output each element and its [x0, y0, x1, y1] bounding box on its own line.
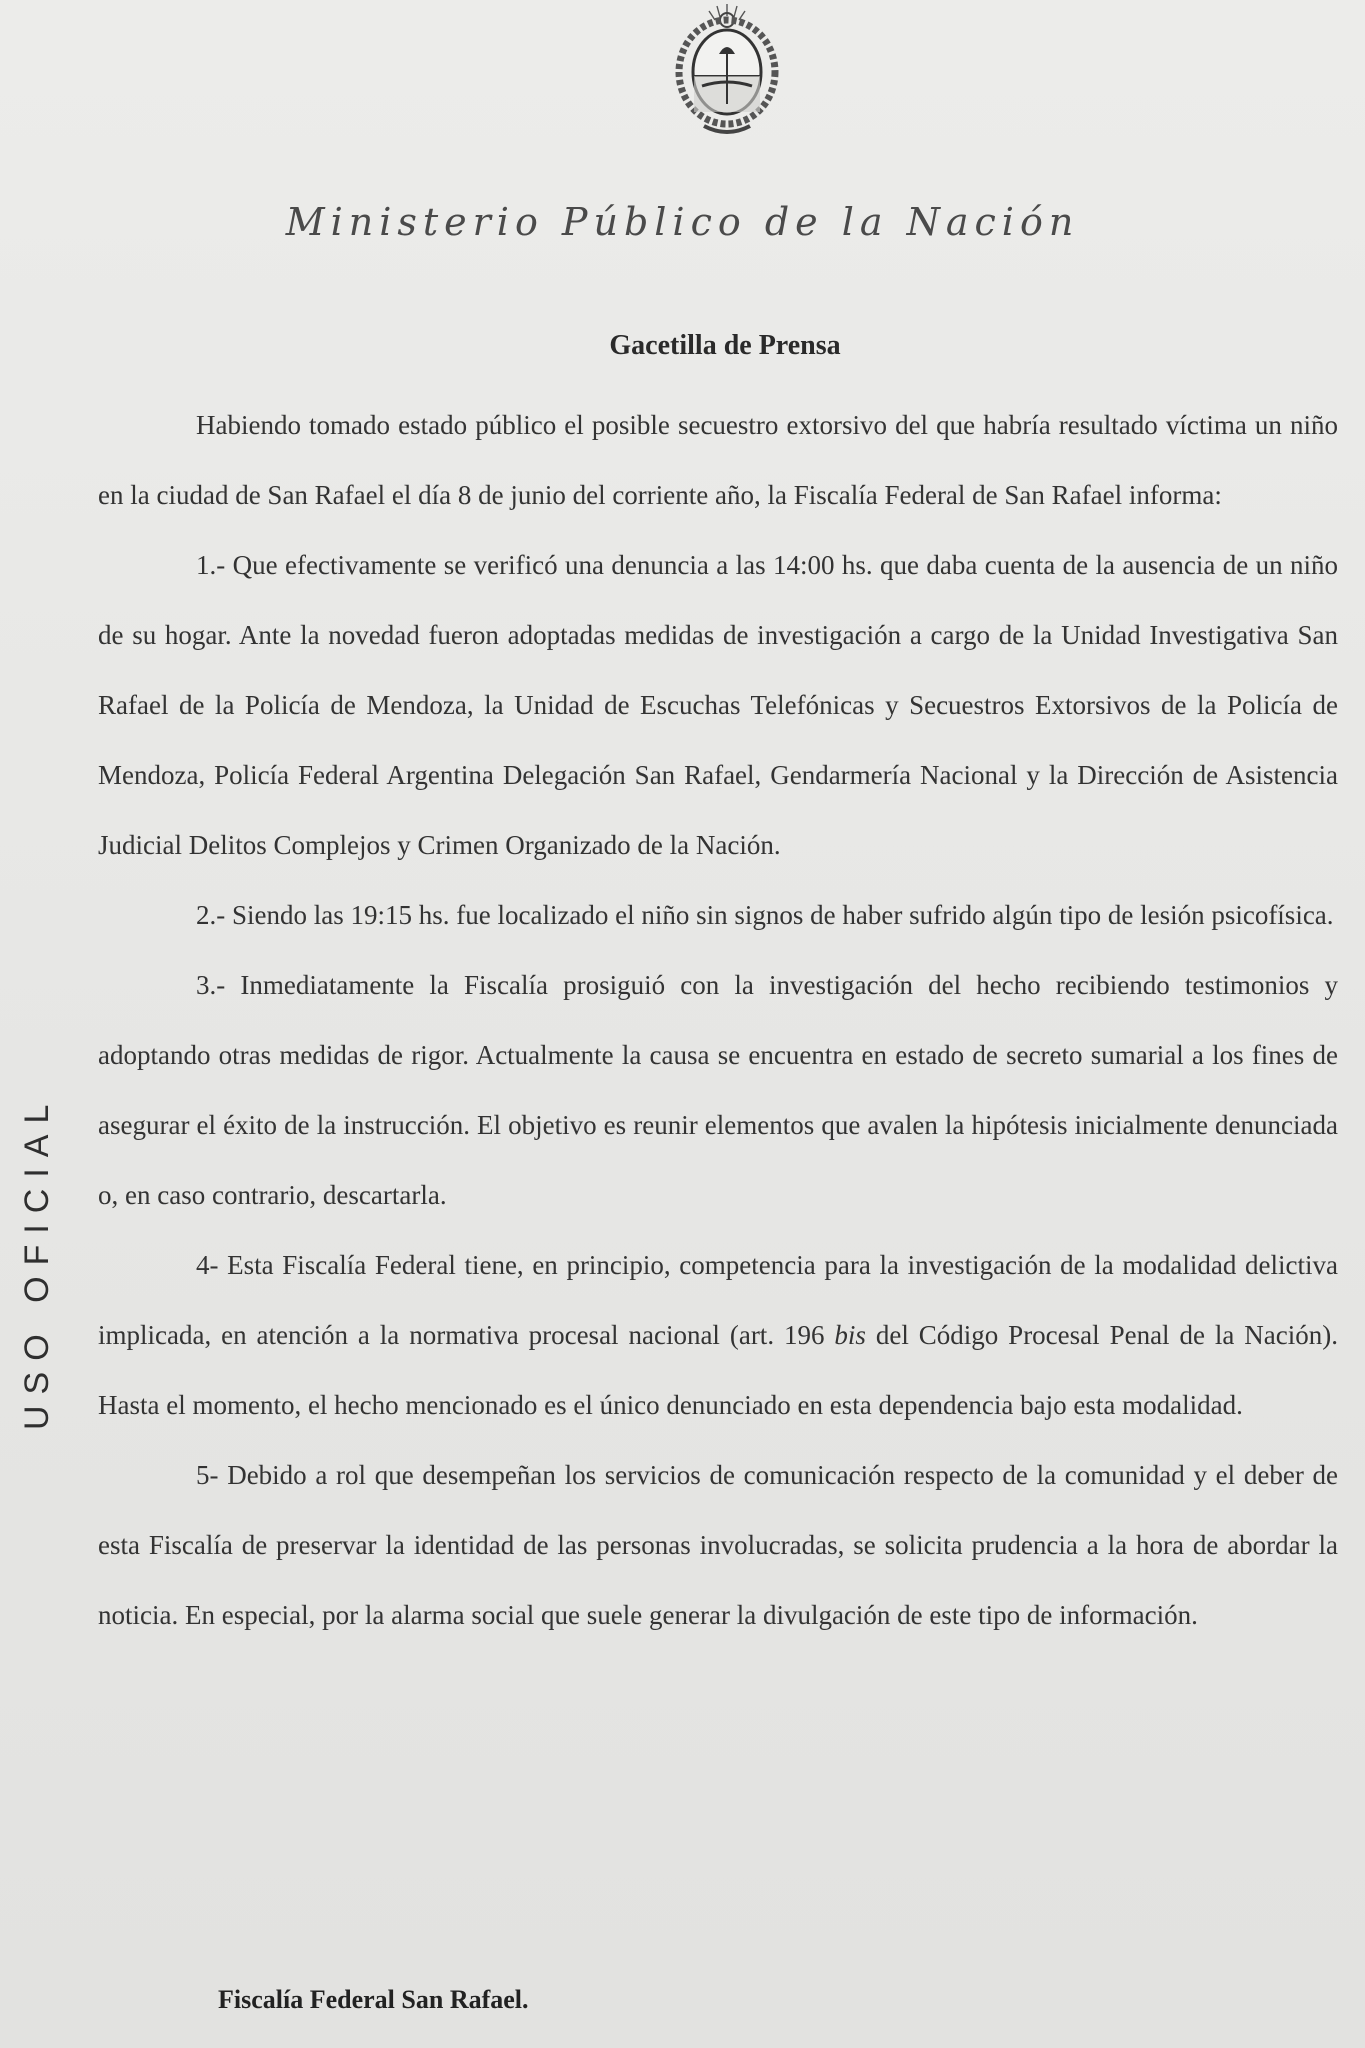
paragraph-5: 5- Debido a rol que desempeñan los servicios de comunicación respecto de la comunidad y el deber de esta Fiscalía de preservar la identidad de las personas involucradas, se solicita prudencia a la hora de abordar la noticia. En especial, por la alarma social que suele generar la divulgación de este tipo de información. — [98, 1460, 1338, 1630]
signature: Fiscalía Federal San Rafael. — [218, 1985, 529, 2014]
paragraph-3: 3.- Inmediatamente la Fiscalía prosiguió con la investigación del hecho recibiendo testimonios y adoptando otras medidas de rigor. Actualmente la causa se encuentra en estado de secreto sumarial a los fines de asegurar el éxito de la instrucción. El objetivo es reunir elementos que avalen la hipótesis inicialmente denunciada o, en caso contrario, descartarla. — [98, 970, 1338, 1210]
ministry-name: Ministerio Público de la Nación — [285, 200, 1080, 244]
official-use-stamp: USO OFICIAL — [18, 1093, 56, 1430]
paragraph-4-text-after: del Código Procesal Penal de la Nación). Hasta el momento, el hecho mencionado es el único denunciado en esta dependencia bajo esta modalidad. — [98, 1320, 1338, 1420]
document-title: Gacetilla de Prensa — [609, 330, 841, 361]
paragraph-4-italic-bis: bis — [834, 1320, 866, 1350]
paragraph-4 — [98, 1230, 1338, 1440]
paragraph-intro: Habiendo tomado estado público el posible secuestro extorsivo del que habría resultado víctima un niño en la ciudad de San Rafael el día 8 de junio del corriente año, la Fiscalía Federal de San Rafael informa: — [98, 410, 1338, 510]
paragraph-1: 1.- Que efectivamente se verificó una denuncia a las 14:00 hs. que daba cuenta de la ausencia de un niño de su hogar. Ante la novedad fueron adoptadas medidas de investigación a cargo de la Unidad Investigativa San Rafael de la Policía de Mendoza, la Unidad de Escuchas Telefónicas y Secuestros Extorsivos de la Policía de Mendoza, Policía Federal Argentina Delegación San Rafael, Gendarmería Nacional y la Dirección de Asistencia Judicial Delitos Complejos y Crimen Organizado de la Nación. — [98, 550, 1338, 860]
paragraph-2: 2.- Siendo las 19:15 hs. fue localizado el niño sin signos de haber sufrido algún tipo de lesión psicofísica. — [196, 900, 1334, 930]
coat-of-arms-icon — [672, 0, 782, 145]
paragraph-4-text-before: 4- Esta Fiscalía Federal tiene, en principio, competencia para la investigación de la modalidad delictiva implicada, en atención a la normativa procesal nacional (art. 196 — [98, 1250, 1338, 1350]
document-body — [98, 390, 1338, 1650]
